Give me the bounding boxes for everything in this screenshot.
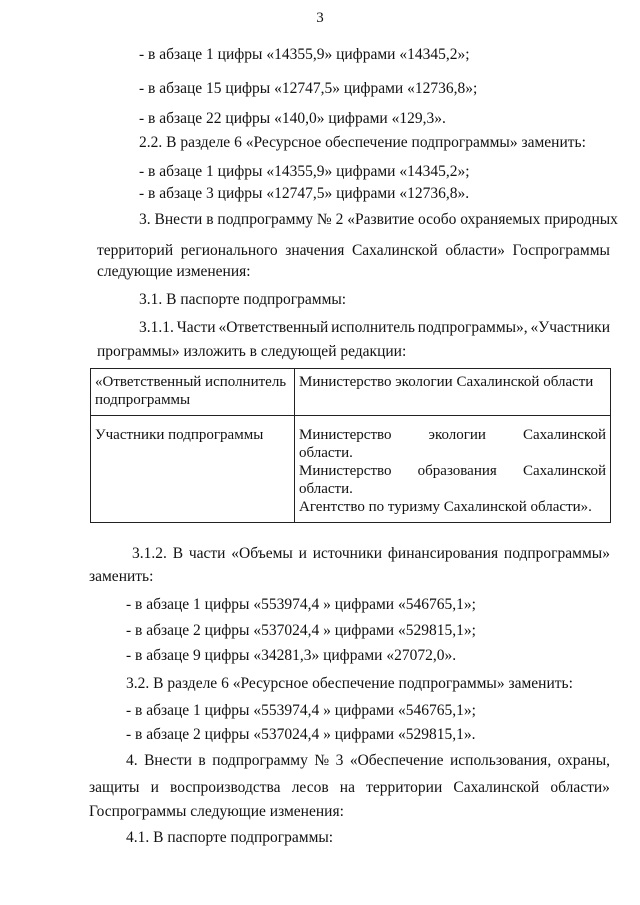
word: воспроизводства xyxy=(170,779,281,796)
text-line-justified xyxy=(97,242,610,260)
word: Министерство xyxy=(299,427,392,443)
text-line-justified xyxy=(139,319,610,337)
word: на xyxy=(339,779,355,796)
table-cell: «Ответственный исполнитель подпрограммы xyxy=(91,369,295,416)
text-line-justified xyxy=(132,545,610,563)
text-line: - в абзаце 2 цифры «537024,4 » цифрами «529815,1». xyxy=(126,726,476,743)
word: и xyxy=(150,779,159,796)
text-line: - в абзаце 1 цифры «14355,9» цифрами «14345,2»; xyxy=(139,46,470,63)
word: «Объемы xyxy=(231,545,293,562)
table-cell: Участники подпрограммы xyxy=(91,416,295,523)
text-line: - в абзаце 22 цифры «140,0» цифрами «129,3». xyxy=(139,110,446,127)
word: области» xyxy=(445,242,505,259)
word: подпрограммы» xyxy=(503,545,610,562)
page-number: 3 xyxy=(316,10,324,26)
cell-line xyxy=(299,462,606,480)
word: территории xyxy=(366,779,443,796)
word: Внести xyxy=(144,752,192,769)
word: 4. xyxy=(126,752,138,769)
word: «Участники xyxy=(530,319,610,336)
word: в xyxy=(198,752,206,769)
table-row xyxy=(91,416,611,523)
word: Министерство xyxy=(299,463,392,479)
word: подпрограмму xyxy=(212,752,308,769)
text-line: - в абзаце 3 цифры «12747,5» цифрами «12736,8». xyxy=(139,185,470,202)
word: регионального xyxy=(180,242,278,259)
word: и xyxy=(298,545,307,562)
text-line: программы» изложить в следующей редакции: xyxy=(97,343,407,360)
word: исполнитель xyxy=(331,319,415,336)
text-line-justified xyxy=(126,752,610,770)
word: Сахалинской xyxy=(522,463,606,479)
text-line: 2.2. В разделе 6 «Ресурсное обеспечение подпрограммы» заменить: xyxy=(139,134,586,151)
word: «Обеспечение xyxy=(349,752,444,769)
word: значения xyxy=(285,242,345,259)
text-line: 3. Внести в подпрограмму № 2 «Развитие особо охраняемых природных xyxy=(139,211,618,228)
cell-line: области. xyxy=(299,481,353,497)
word: Сахалинской xyxy=(522,427,606,443)
cell-line xyxy=(299,426,606,444)
word: Сахалинской xyxy=(453,779,540,796)
word: 3.1.1. xyxy=(139,319,174,336)
word: использования, xyxy=(450,752,552,769)
word: 3.1.2. xyxy=(132,545,167,562)
word: № xyxy=(314,752,330,769)
table-cell: Министерство экологии Сахалинской области xyxy=(295,369,611,416)
text-line: - в абзаце 1 цифры «553974,4 » цифрами «546765,1»; xyxy=(126,702,476,719)
text-line: - в абзаце 1 цифры «553974,4 » цифрами «546765,1»; xyxy=(126,596,476,613)
word: Сахалинской xyxy=(351,242,438,259)
word: области» xyxy=(550,779,610,796)
text-line: - в абзаце 1 цифры «14355,9» цифрами «14345,2»; xyxy=(139,163,470,180)
word: лесов xyxy=(291,779,329,796)
text-line: - в абзаце 2 цифры «537024,4 » цифрами «529815,1»; xyxy=(126,622,476,639)
word: финансирования xyxy=(387,545,499,562)
text-line: 3.1. В паспорте подпрограммы: xyxy=(139,291,347,308)
text-line: - в абзаце 15 цифры «12747,5» цифрами «12736,8»; xyxy=(139,80,478,97)
text-line: 3.2. В разделе 6 «Ресурсное обеспечение подпрограммы» заменить: xyxy=(126,675,573,692)
cell-line: Агентство по туризму Сахалинской области». xyxy=(299,499,592,515)
word: подпрограммы», xyxy=(417,319,528,336)
text-line: - в абзаце 9 цифры «34281,3» цифрами «27072,0». xyxy=(126,647,457,664)
table-cell xyxy=(295,416,611,523)
word: экологии xyxy=(428,427,486,443)
text-line: Госпрограммы следующие изменения: xyxy=(89,803,344,820)
word: защиты xyxy=(89,779,140,796)
word: Части xyxy=(176,319,216,336)
word: Госпрограммы xyxy=(512,242,610,259)
cell-line: области. xyxy=(299,445,353,461)
word: 3 xyxy=(335,752,344,769)
word: территорий xyxy=(97,242,174,259)
text-line: заменить: xyxy=(89,568,154,585)
word: образования xyxy=(417,463,497,479)
word: части xyxy=(188,545,226,562)
text-line: следующие изменения: xyxy=(97,263,251,280)
word: источники xyxy=(312,545,383,562)
word: В xyxy=(172,545,184,562)
text-line: 4.1. В паспорте подпрограммы: xyxy=(126,829,334,846)
word: охраны, xyxy=(557,752,610,769)
text-line-justified xyxy=(89,779,610,797)
replacement-table xyxy=(90,368,611,523)
word: «Ответственный xyxy=(218,319,329,336)
table-row xyxy=(91,369,611,416)
